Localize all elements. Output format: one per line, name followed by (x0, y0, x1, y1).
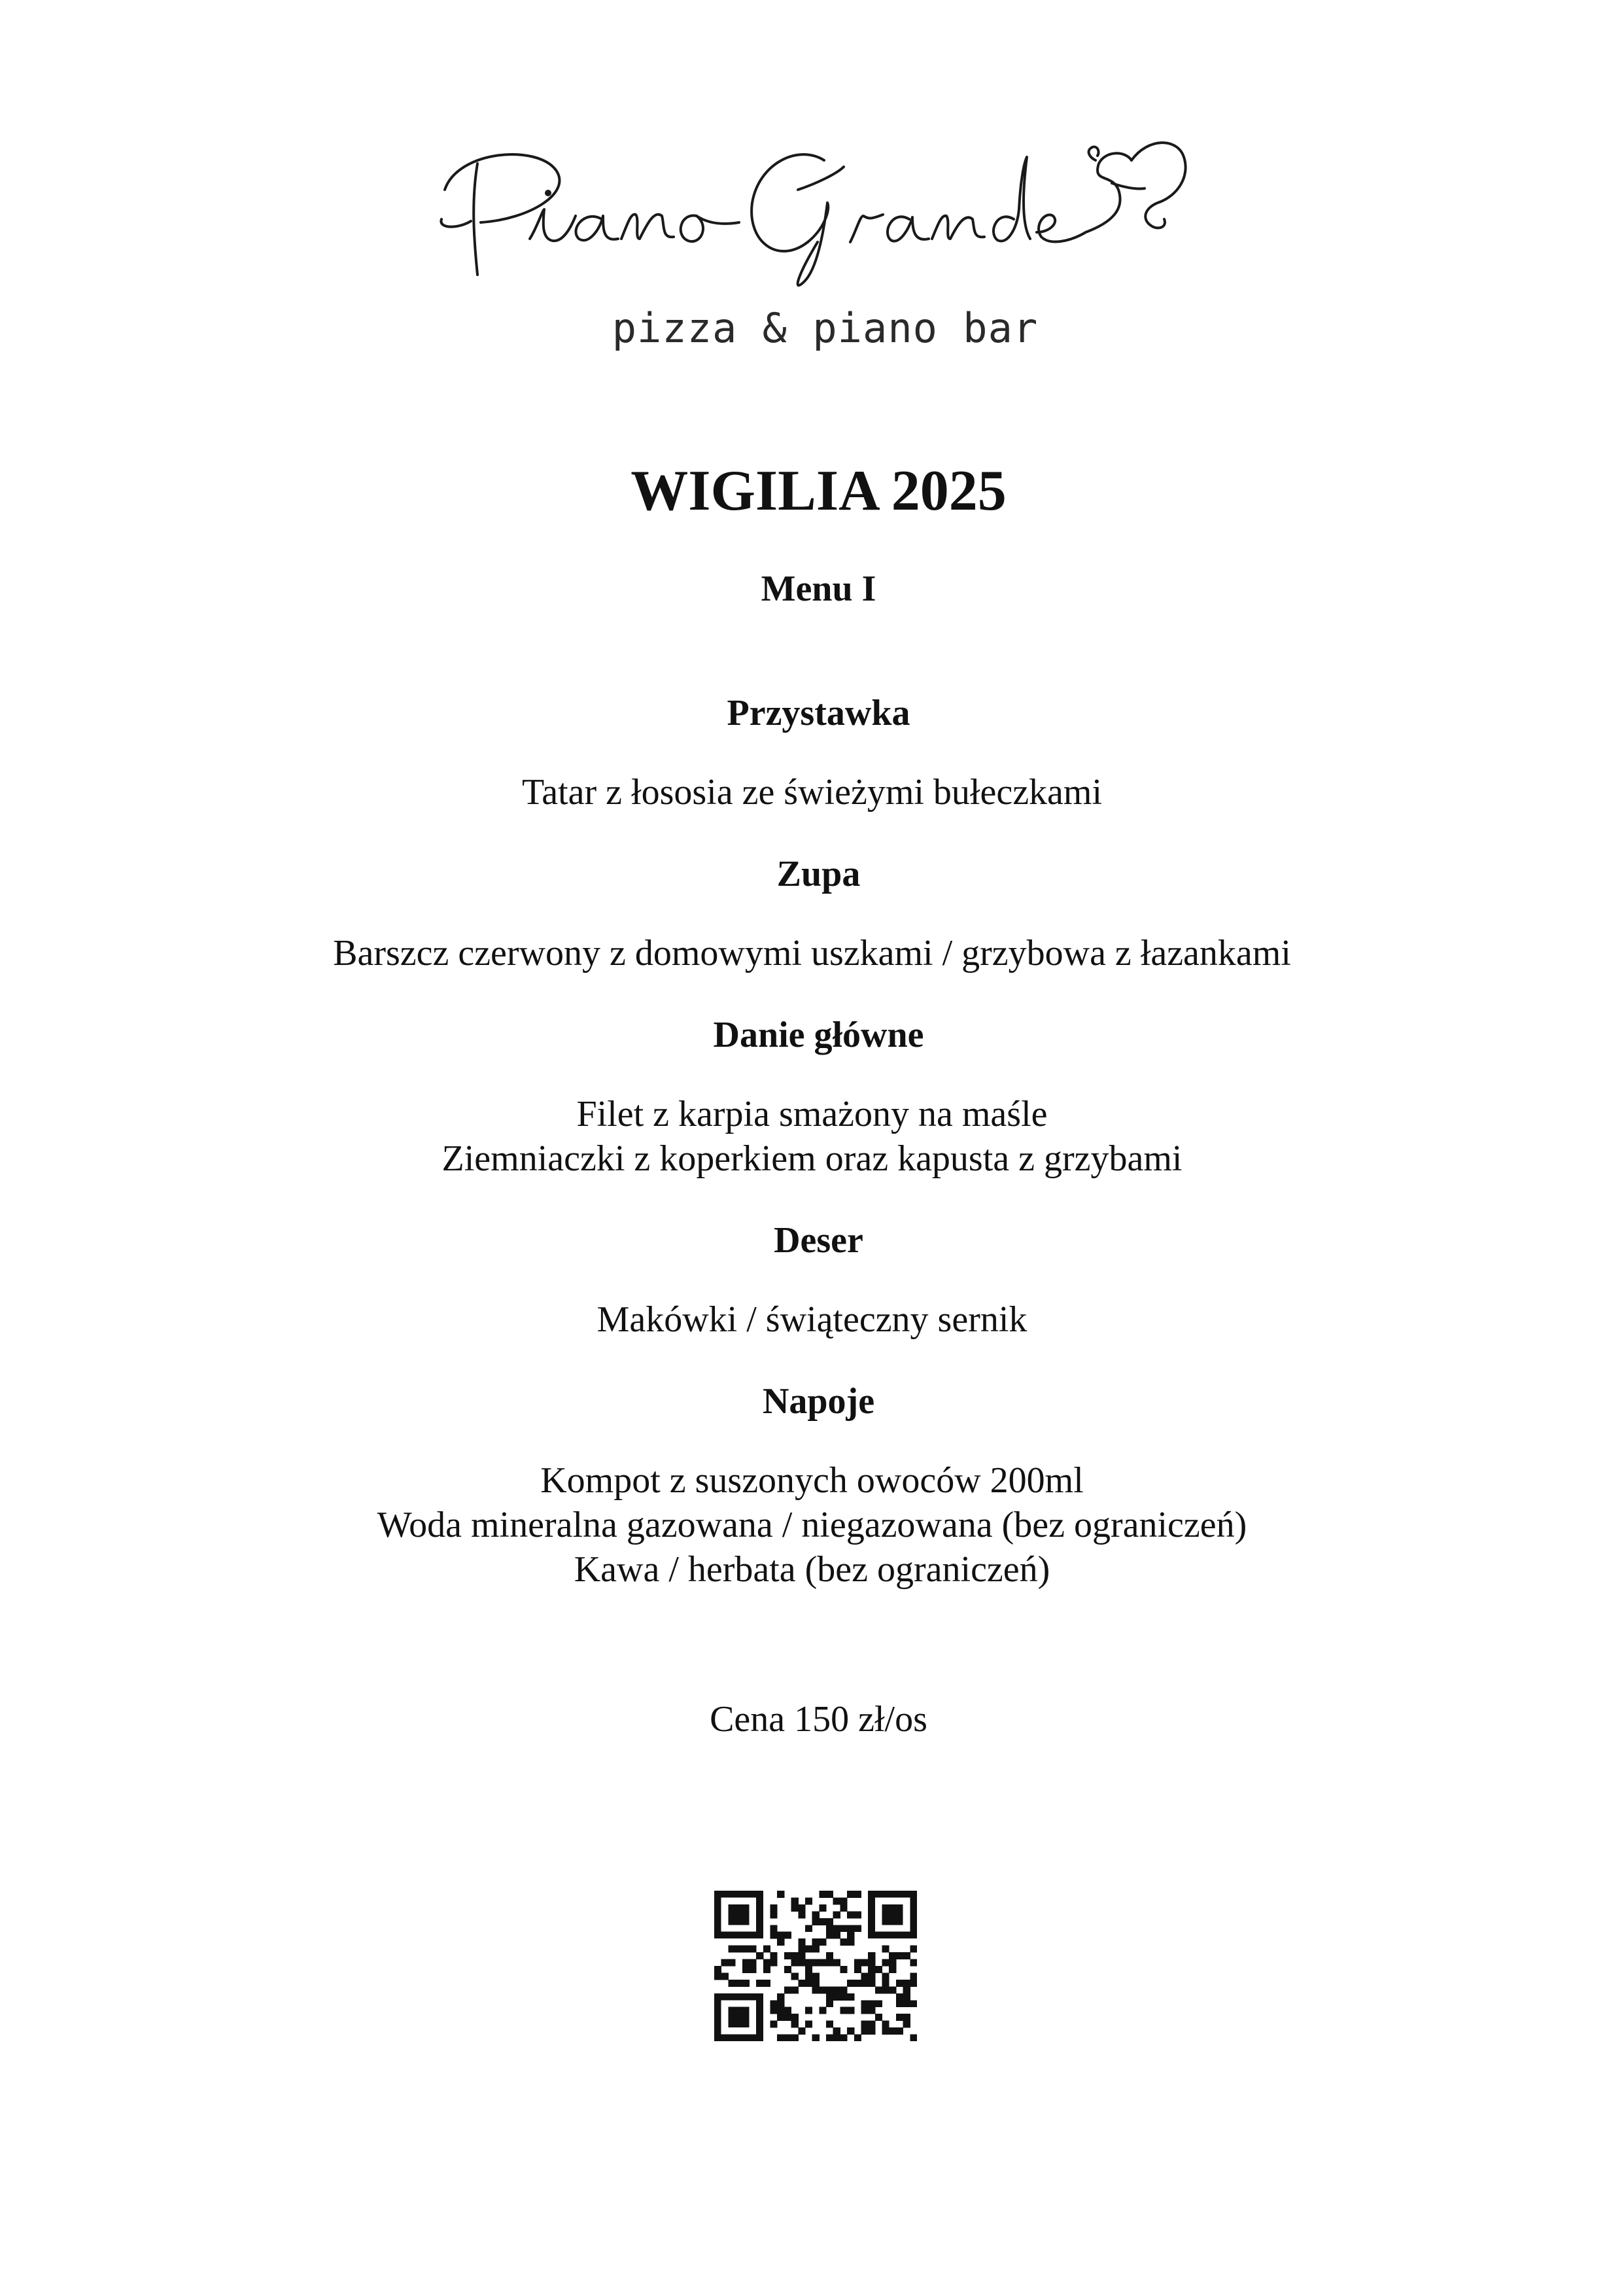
logo-script (432, 111, 1203, 307)
menu-item: Makówki / świąteczny sernik (596, 1299, 1028, 1340)
section-starter (0, 690, 1624, 815)
menu-item: Kompot z suszonych owoców 200ml (540, 1460, 1084, 1501)
page-title: WIGILIA 2025 (631, 459, 1007, 523)
qr-code-icon[interactable] (714, 1891, 917, 2041)
menu-item: Tatar z łososia ze świeżymi bułeczkami (521, 772, 1103, 813)
menu-subtitle: Menu I (761, 569, 876, 609)
qr-code-graphic (714, 1891, 917, 2041)
section-heading: Napoje (762, 1381, 875, 1422)
section-heading: Zupa (776, 854, 861, 894)
section-dessert (0, 1218, 1624, 1342)
menu-item: Ziemniaczki z koperkiem oraz kapusta z grzybami (441, 1138, 1183, 1179)
menu-item: Kawa / herbata (bez ograniczeń) (574, 1549, 1050, 1590)
menu-item: Woda mineralna gazowana / niegazowana (bez ograniczeń) (377, 1505, 1247, 1545)
section-soup (0, 851, 1624, 975)
section-heading: Przystawka (727, 693, 910, 733)
tagline: pizza & piano bar (612, 304, 1039, 352)
section-drinks (0, 1378, 1624, 1592)
menu-item: Filet z karpia smażony na maśle (576, 1094, 1048, 1134)
price: Cena 150 zł/os (710, 1699, 927, 1740)
logo (432, 111, 1203, 307)
menu-sections (0, 690, 1624, 1628)
menu-item: Barszcz czerwony z domowymi uszkami / grzybowa z łazankami (333, 933, 1291, 973)
section-main-course (0, 1012, 1624, 1181)
section-heading: Danie główne (713, 1015, 924, 1055)
section-heading: Deser (774, 1220, 863, 1261)
